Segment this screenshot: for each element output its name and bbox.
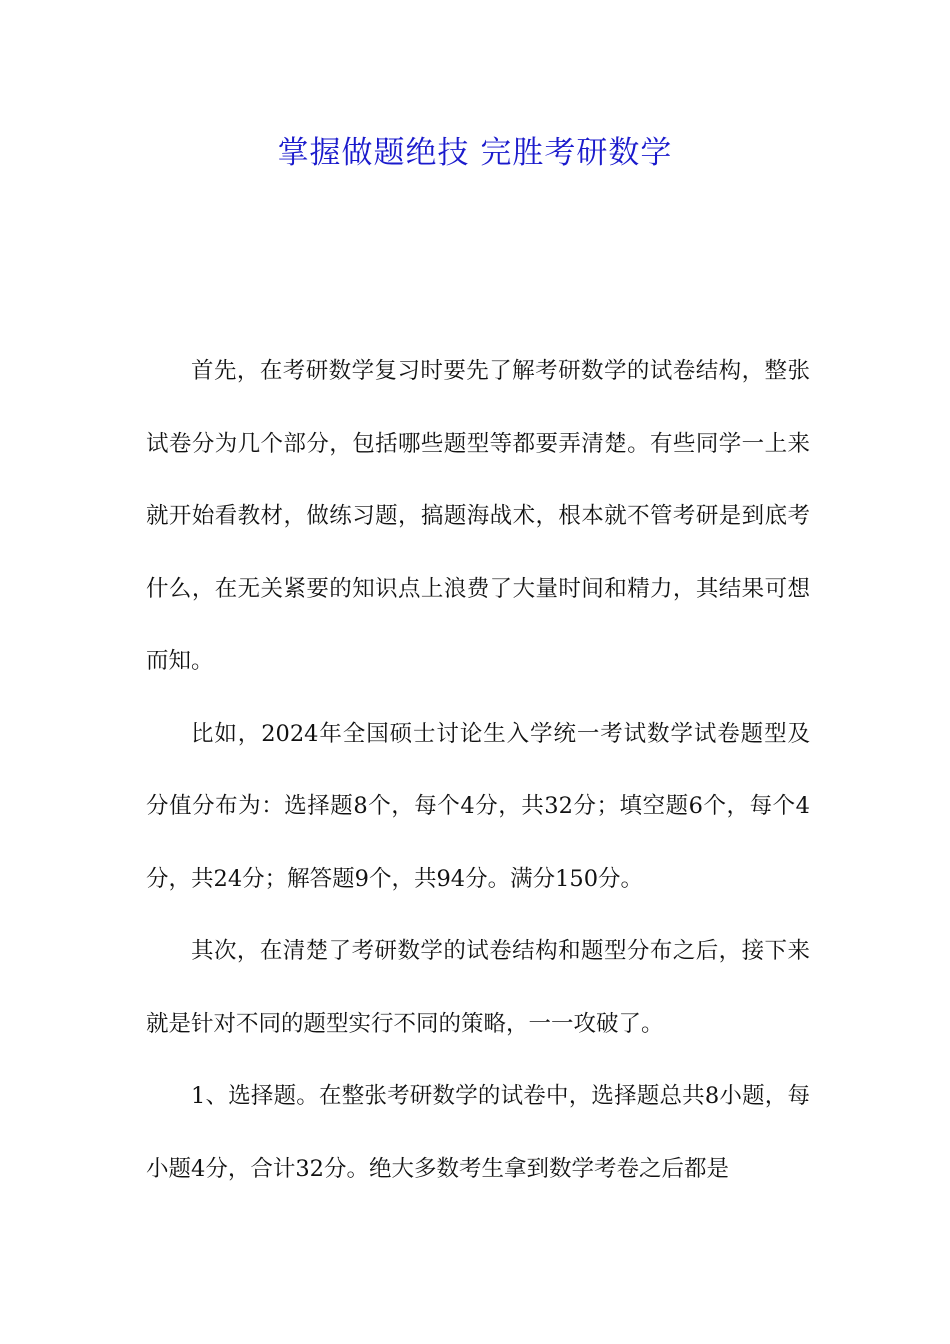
paragraph-exam-structure: 首先，在考研数学复习时要先了解考研数学的试卷结构，整张试卷分为几个部分，包括哪些题型等都要弄清楚。有些同学一上来就开始看教材，做练习题，搞题海战术，根本就不管考研是到底考什么，在无关紧要的知识点上浪费了大量时间和精力，其结果可想而知。 [146, 358, 810, 674]
paragraph-multiple-choice: 1、选择题。在整张考研数学的试卷中，选择题总共8小题，每小题4分，合计32分。绝大多数考生拿到数学考卷之后都是 [146, 1083, 810, 1182]
paragraph-score-distribution: 比如，2024年全国硕士讨论生入学统一考试数学试卷题型及分值分布为：选择题8个，每个4分，共32分；填空题6个，每个4分，共24分；解答题9个，共94分。满分150分。 [146, 720, 810, 892]
document-title: 掌握做题绝技 完胜考研数学 [277, 135, 673, 171]
document-body [146, 335, 810, 1205]
paragraph-strategy: 其次，在清楚了考研数学的试卷结构和题型分布之后，接下来就是针对不同的题型实行不同的策略，一一攻破了。 [146, 938, 810, 1037]
